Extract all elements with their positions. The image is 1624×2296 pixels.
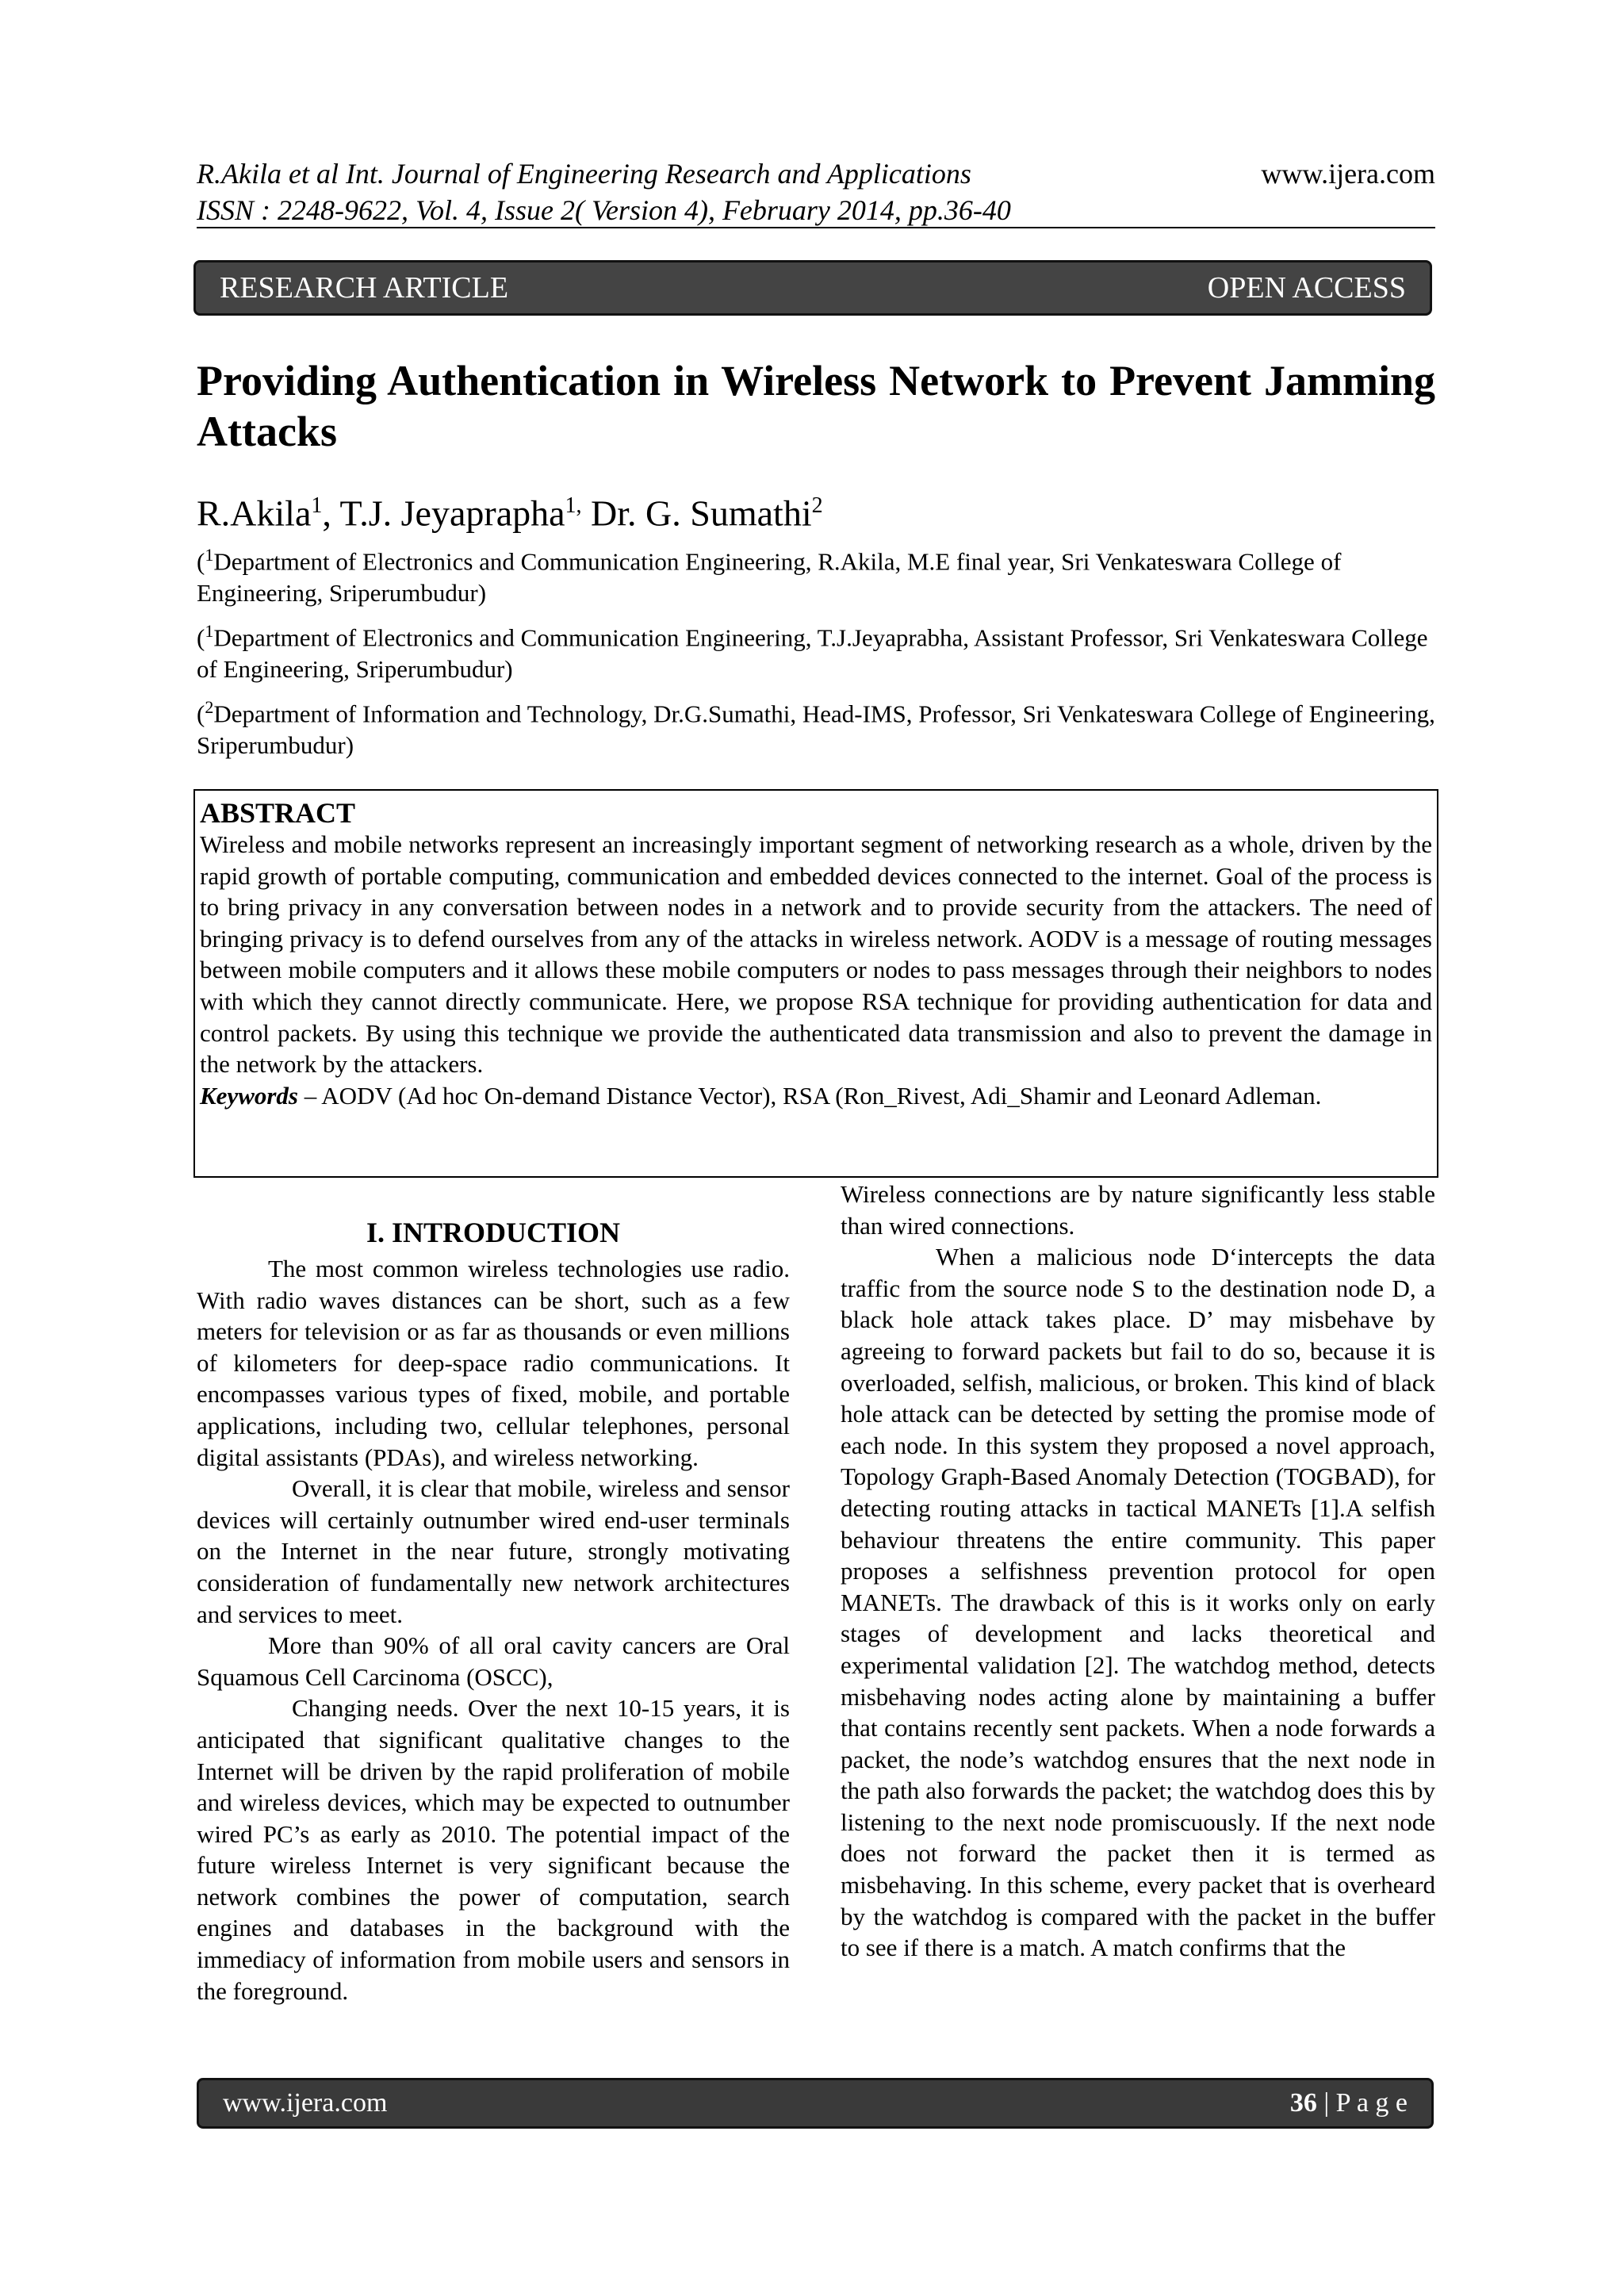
page-footer	[197, 2078, 1434, 2129]
right-column	[841, 1179, 1435, 1964]
paragraph: Wireless connections are by nature significantly less stable than wired connections.	[841, 1180, 1435, 1240]
author-name: , T.J. Jeyaprapha	[322, 493, 565, 534]
left-column	[197, 1205, 790, 2007]
paper-title: Providing Authentication in Wireless Network to Prevent Jamming Attacks	[197, 357, 1435, 455]
author-list	[197, 482, 1435, 537]
author-affiliation-mark: 1,	[565, 493, 582, 518]
keywords-label: Keywords	[200, 1081, 298, 1110]
paragraph: Overall, it is clear that mobile, wireless and sensor devices will certainly outnumber wired end-user terminals on the Internet in the near future, strongly motivating consideration of fundamentally new network architectures and services to meet.	[197, 1474, 790, 1628]
paragraph: When a malicious node D‘intercepts the data traffic from the source node S to the destination node D, a black hole attack takes place. D’ may misbehave by agreeing to forward packets but fail to do so, because it is overloaded, selfish, malicious, or broken. This kind of black hole attack can be detected by setting the promise mode of each node. In this system they proposed a novel approach, Topology Graph-Based Anomaly Detection (TOGBAD), for detecting routing attacks in tactical MANETs [1].A selfish behaviour threatens the entire community. This paper proposes a selfishness prevention protocol for open MANETs. The drawback of this is it works only on early stages of development and lacks theoretical and experimental validation [2]. The watchdog method, detects misbehaving nodes acting alone by maintaining a buffer that contains recently sent packets. When a node forwards a packet, the node’s watchdog ensures that the next node in the path also forwards the packet; the watchdog does this by listening to the next node promiscuously. If the next node does not forward the packet then it is termed as misbehaving. In this scheme, every packet that is overheard by the watchdog is compared with the packet in the buffer to see if there is a match. A match confirms that the	[841, 1243, 1435, 1962]
keywords-text: – AODV (Ad hoc On-demand Distance Vector), RSA (Ron_Rivest, Adi_Shamir and Leonard Adleman.	[298, 1081, 1322, 1110]
paragraph: The most common wireless technologies use radio. With radio waves distances can be short, such as a few meters for television or as far as thousands or even millions of kilometers for deep-space radio communications. It encompasses various types of fixed, mobile, and portable applications, including two, cellular telephones, personal digital assistants (PDAs), and wireless networking.	[197, 1255, 790, 1471]
page-label: | P a g e	[1316, 2088, 1408, 2118]
abstract-box	[193, 789, 1438, 1178]
paragraph: Changing needs. Over the next 10-15 years, it is anticipated that significant qualitative changes to the Internet will be driven by the rapid proliferation of mobile and wireless devices, which may be expected to outnumber wired PC’s as early as 2010. The potential impact of the future wireless Internet is very significant because the network combines the power of computation, search engines and databases in the background with the immediacy of information from mobile users and sensors in the foreground.	[197, 1694, 790, 2005]
affiliation-mark: 1	[205, 621, 214, 641]
author-affiliation-mark: 2	[811, 493, 823, 518]
paragraph: More than 90% of all oral cavity cancers are Oral Squamous Cell Carcinoma (OSCC),	[197, 1631, 790, 1691]
affiliation	[197, 539, 1435, 609]
running-header	[197, 155, 1435, 228]
header-website-link[interactable]: www.ijera.com	[1261, 158, 1435, 190]
affiliation	[197, 615, 1435, 685]
keywords	[200, 1080, 1432, 1112]
author-name: R.Akila	[197, 493, 312, 534]
abstract-text: Wireless and mobile networks represent an increasingly important segment of networking research as a whole, driven by the rapid growth of portable computing, communication and embedded devices connected to the internet. Goal of the process is to bring privacy in any conversation between nodes in a network and to provide security from the attackers. The need of bringing privacy is to defend ourselves from any of the attacks in wireless network. AODV is a message of routing messages between mobile computers and it allows these mobile computers or nodes to pass messages through their neighbors to nodes with which they cannot directly communicate. Here, we propose RSA technique for providing authentication for data and control packets. By using this technique we provide the authenticated data transmission and also to prevent the damage in the network by the attackers.	[200, 830, 1432, 1079]
affiliation-paren: (	[197, 623, 205, 652]
journal-line: R.Akila et al Int. Journal of Engineering Research and Applications	[197, 158, 971, 190]
author-affiliation-mark: 1	[311, 493, 323, 518]
author-name: Dr. G. Sumathi	[581, 493, 812, 534]
page-number-value: 36	[1289, 2088, 1317, 2118]
article-type-banner	[193, 260, 1432, 316]
affiliation-mark: 1	[205, 545, 214, 565]
affiliation-paren: (	[197, 547, 205, 576]
section-heading: I. INTRODUCTION	[366, 1217, 621, 1248]
footer-website-link[interactable]: www.ijera.com	[223, 2088, 388, 2118]
abstract-heading: ABSTRACT	[200, 797, 356, 829]
affiliation-text: Department of Information and Technology, Dr.G.Sumathi, Head-IMS, Professor, Sri Venkateswara College of Engineering, Sriperumbudur)	[197, 700, 1435, 760]
affiliation	[197, 692, 1435, 761]
page-number	[1290, 2088, 1408, 2118]
open-access-label: OPEN ACCESS	[1207, 271, 1406, 305]
affiliation-paren: (	[197, 700, 205, 728]
issn-line: ISSN : 2248-9622, Vol. 4, Issue 2( Version 4), February 2014, pp.36-40	[197, 194, 1011, 226]
affiliation-mark: 2	[205, 697, 214, 717]
header-divider	[197, 227, 1435, 228]
research-article-label: RESEARCH ARTICLE	[220, 271, 509, 305]
affiliation-text: Department of Electronics and Communication Engineering, R.Akila, M.E final year, Sri Venkateswara College of Engineering, Sriperumbudur)	[197, 547, 1342, 608]
affiliation-text: Department of Electronics and Communication Engineering, T.J.Jeyaprabha, Assistant Professor, Sri Venkateswara College of Engineering, Sriperumbudur)	[197, 623, 1428, 684]
